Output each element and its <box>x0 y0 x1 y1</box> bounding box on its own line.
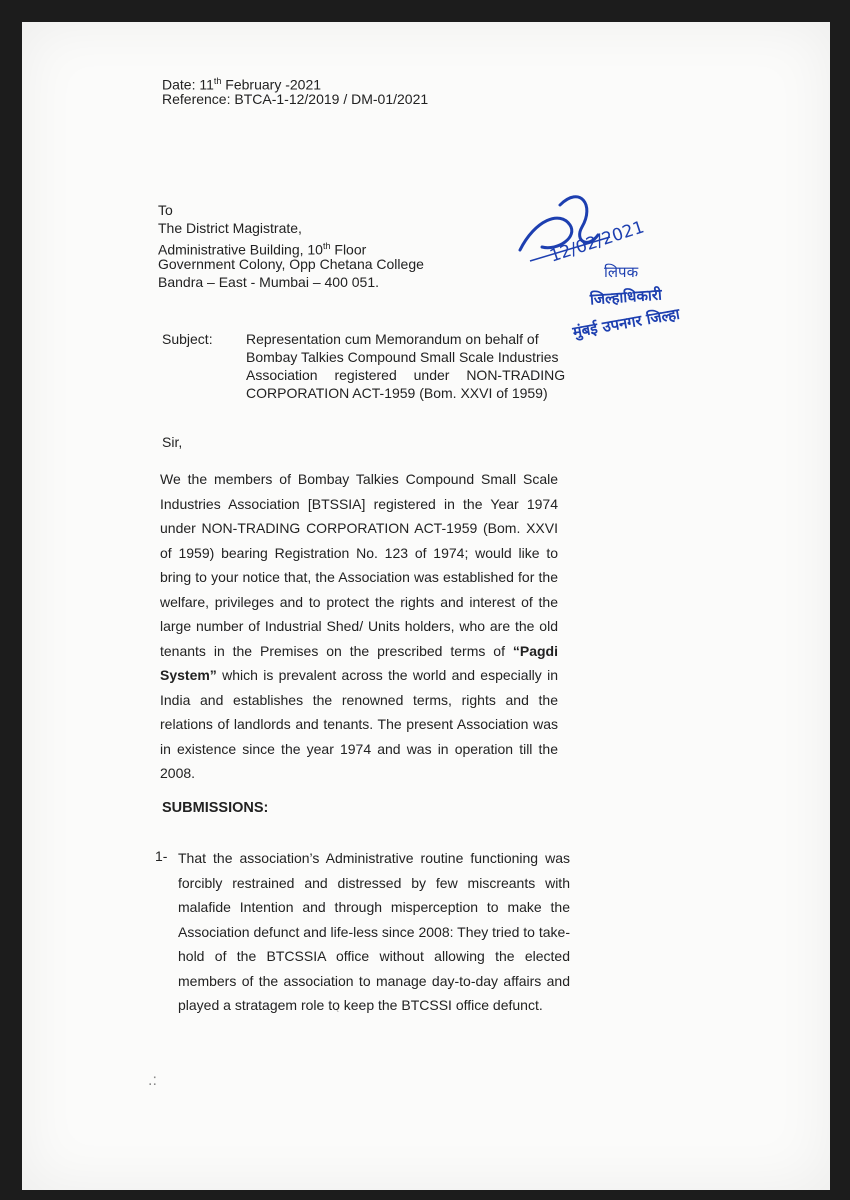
body-text: which is prevalent across the world and especially in India and establishes the renowned terms, rights and the relations of landlords and tenants. The present Association was in existence since the year 1974 and was in operation till the 2008. <box>160 667 558 781</box>
address-line: Government Colony, Opp Chetana College <box>158 256 424 272</box>
address-line: Bandra – East - Mumbai – 400 051. <box>158 274 380 290</box>
stamp-line-clerk: लिपक <box>604 263 639 281</box>
address-to: To <box>158 202 173 218</box>
subject-line: Representation cum Memorandum on behalf of <box>246 331 539 347</box>
address-line: The District Magistrate, <box>158 220 302 236</box>
scan-speck: .: <box>148 1072 157 1089</box>
letter-reference: Reference: BTCA-1-12/2019 / DM-01/2021 <box>162 91 429 107</box>
subject-line: Bombay Talkies Compound Small Scale Industries <box>246 349 559 365</box>
body-bold-term: “Pagdi System” <box>160 642 558 683</box>
submission-number: 1- <box>155 848 168 864</box>
salutation: Sir, <box>162 434 183 450</box>
body-paragraph <box>160 467 558 786</box>
subject-line: CORPORATION ACT-1959 (Bom. XXVI of 1959) <box>246 385 548 401</box>
subject-line: Association registered under NON-TRADING <box>246 367 566 383</box>
subject-label: Subject: <box>162 331 213 347</box>
submission-text: That the association’s Administrative routine functioning was forcibly restrained and distressed by few miscreants with malafide Intention and through misperception to make the Association defunct and life-less since 2008: They tried to take-hold of the BTCSSIA office without allowing the elected members of the association to manage day-to-day affairs and played a stratagem role to keep the BTCSSI office defunct. <box>178 850 570 1013</box>
letter-date: Date: 11th February -2021 <box>162 76 322 93</box>
scan-speck: ` <box>336 1010 340 1021</box>
stamp-date: 12/02/2021 <box>547 217 647 267</box>
submissions-heading: SUBMISSIONS: <box>162 800 269 816</box>
address-line: Administrative Building, 10th Floor <box>158 241 367 258</box>
stamp-line-district: मुंबई उपनगर जिल्हा <box>571 304 682 342</box>
body-text: We the members of Bombay Talkies Compound Small Scale Industries Association [BTSSIA] registered in the Year 1974 under NON-TRADING CORPORATION ACT-1959 (Bom. XXVI of 1959) bearing Registration No. 123 of 1974; would like to bring to your notice that, the Association was established for the welfare, privileges and to protect the rights and interest of the large number of Industrial Shed/ Units holders, who are the old tenants in the Premises on the prescribed terms of <box>160 471 558 659</box>
stamp-line-office: जिल्हाधिकारी <box>589 285 663 309</box>
